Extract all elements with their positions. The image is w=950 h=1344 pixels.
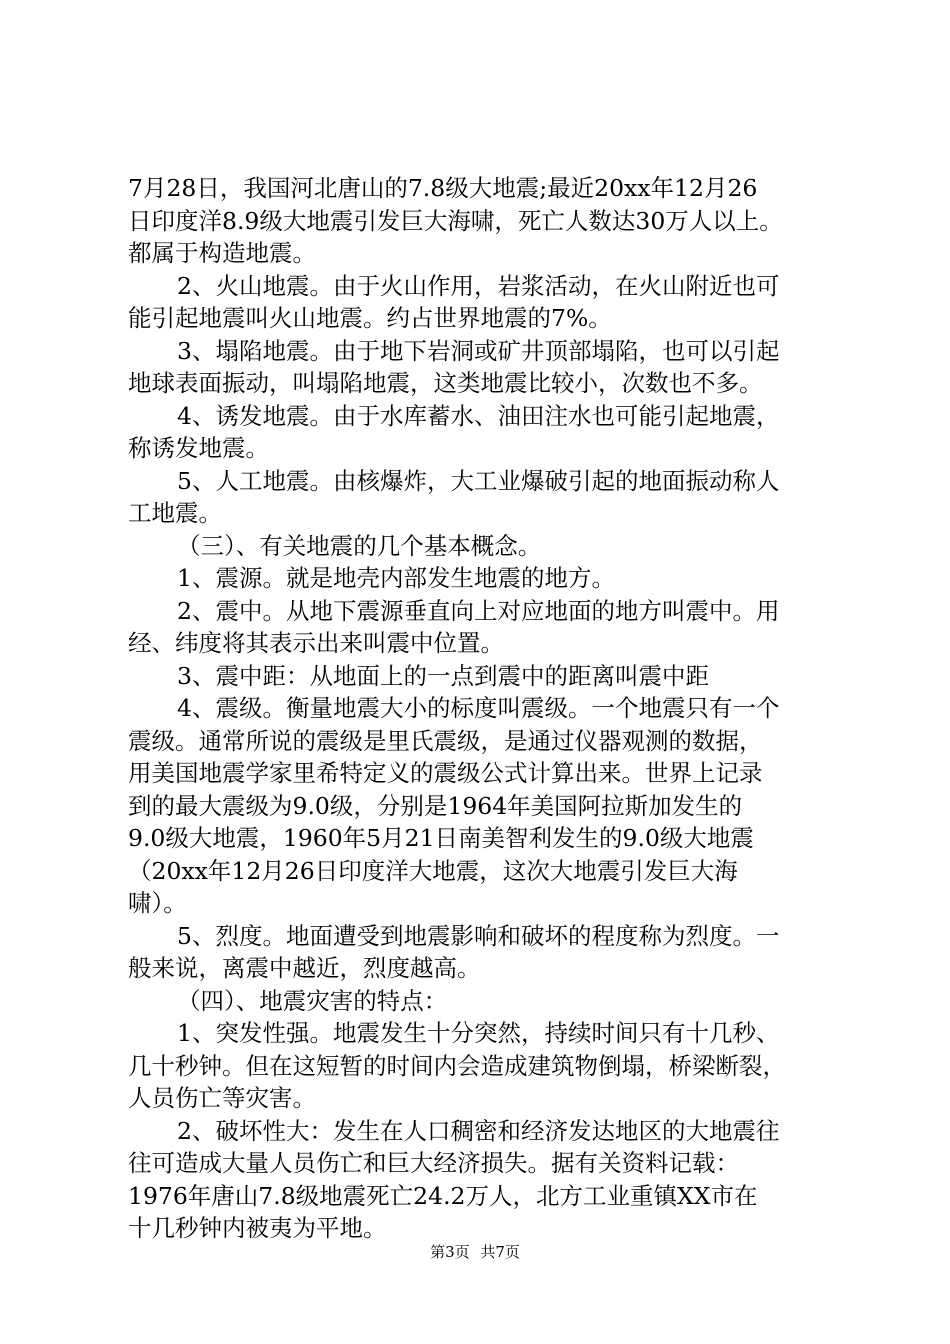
text-line: 十几秒钟内被夷为平地。 — [128, 1214, 387, 1242]
text-line: 1、突发性强。地震发生十分突然，持续时间只有十几秒、 — [177, 1019, 780, 1047]
text-line: （20xx年12月26日印度洋大地震，这次大地震引发巨大海 — [128, 856, 738, 885]
text-line: 3、塌陷地震。由于地下岩洞或矿井顶部塌陷，也可以引起 — [177, 336, 780, 365]
document-body — [128, 172, 868, 1245]
text-line: 经、纬度将其表示出来叫震中位置。 — [128, 629, 504, 657]
text-line: 9.0级大地震，1960年5月21日南美智利发生的9.0级大地震 — [128, 824, 754, 852]
text-line: 1、震源。就是地壳内部发生地震的地方。 — [177, 564, 615, 592]
text-line: 人员伤亡等灾害。 — [128, 1084, 316, 1112]
text-line: 几十秒钟。但在这短暂的时间内会造成建筑物倒塌，桥梁断裂， — [128, 1051, 786, 1080]
text-line: 7月28日，我国河北唐山的7.8级大地震;最近20xx年12月26 — [128, 174, 758, 202]
text-line: 震级。通常所说的震级是里氏震级，是通过仪器观测的数据， — [128, 726, 763, 755]
text-line: 都属于构造地震。 — [128, 239, 316, 267]
text-line: 到的最大震级为9.0级，分别是1964年美国阿拉斯加发生的 — [128, 791, 743, 820]
text-line: 4、震级。衡量地震大小的标度叫震级。一个地震只有一个 — [177, 694, 780, 722]
text-line: 能引起地震叫火山地震。约占世界地震的7%。 — [128, 304, 612, 332]
text-line: 4、诱发地震。由于水库蓄水、油田注水也可能引起地震， — [177, 401, 780, 430]
text-line: 地球表面振动，叫塌陷地震，这类地震比较小，次数也不多。 — [128, 369, 763, 397]
text-line: 3、震中距：从地面上的一点到震中的距离叫震中距 — [177, 661, 709, 690]
page-number: 第3页 — [430, 1243, 470, 1261]
text-line: 2、火山地震。由于火山作用，岩浆活动，在火山附近也可 — [177, 271, 780, 300]
text-line: 工地震。 — [128, 499, 222, 527]
text-line: 1976年唐山7.8级地震死亡24.2万人，北方工业重镇XX市在 — [128, 1181, 758, 1210]
text-line: 往可造成大量人员伤亡和巨大经济损失。据有关资料记载： — [128, 1149, 739, 1177]
text-line: （四）、地震灾害的特点： — [177, 986, 448, 1015]
text-line: 用美国地震学家里希特定义的震级公式计算出来。世界上记录 — [128, 759, 763, 787]
text-line: 啸）。 — [128, 889, 187, 917]
text-line: 5、烈度。地面遭受到地震影响和破坏的程度称为烈度。一 — [177, 921, 780, 950]
text-line: 日印度洋8.9级大地震引发巨大海啸，死亡人数达30万人以上。 — [128, 206, 783, 235]
text-line: 般来说，离震中越近，烈度越高。 — [128, 954, 481, 982]
text-line: （三）、有关地震的几个基本概念。 — [177, 531, 542, 560]
page-total: 共7页 — [480, 1243, 520, 1261]
text-line: 5、人工地震。由核爆炸，大工业爆破引起的地面振动称人 — [177, 466, 780, 495]
page-footer — [0, 1242, 950, 1262]
text-line: 2、破坏性大：发生在人口稠密和经济发达地区的大地震往 — [177, 1116, 780, 1145]
text-line: 称诱发地震。 — [128, 434, 269, 462]
text-line: 2、震中。从地下震源垂直向上对应地面的地方叫震中。用 — [177, 596, 780, 625]
